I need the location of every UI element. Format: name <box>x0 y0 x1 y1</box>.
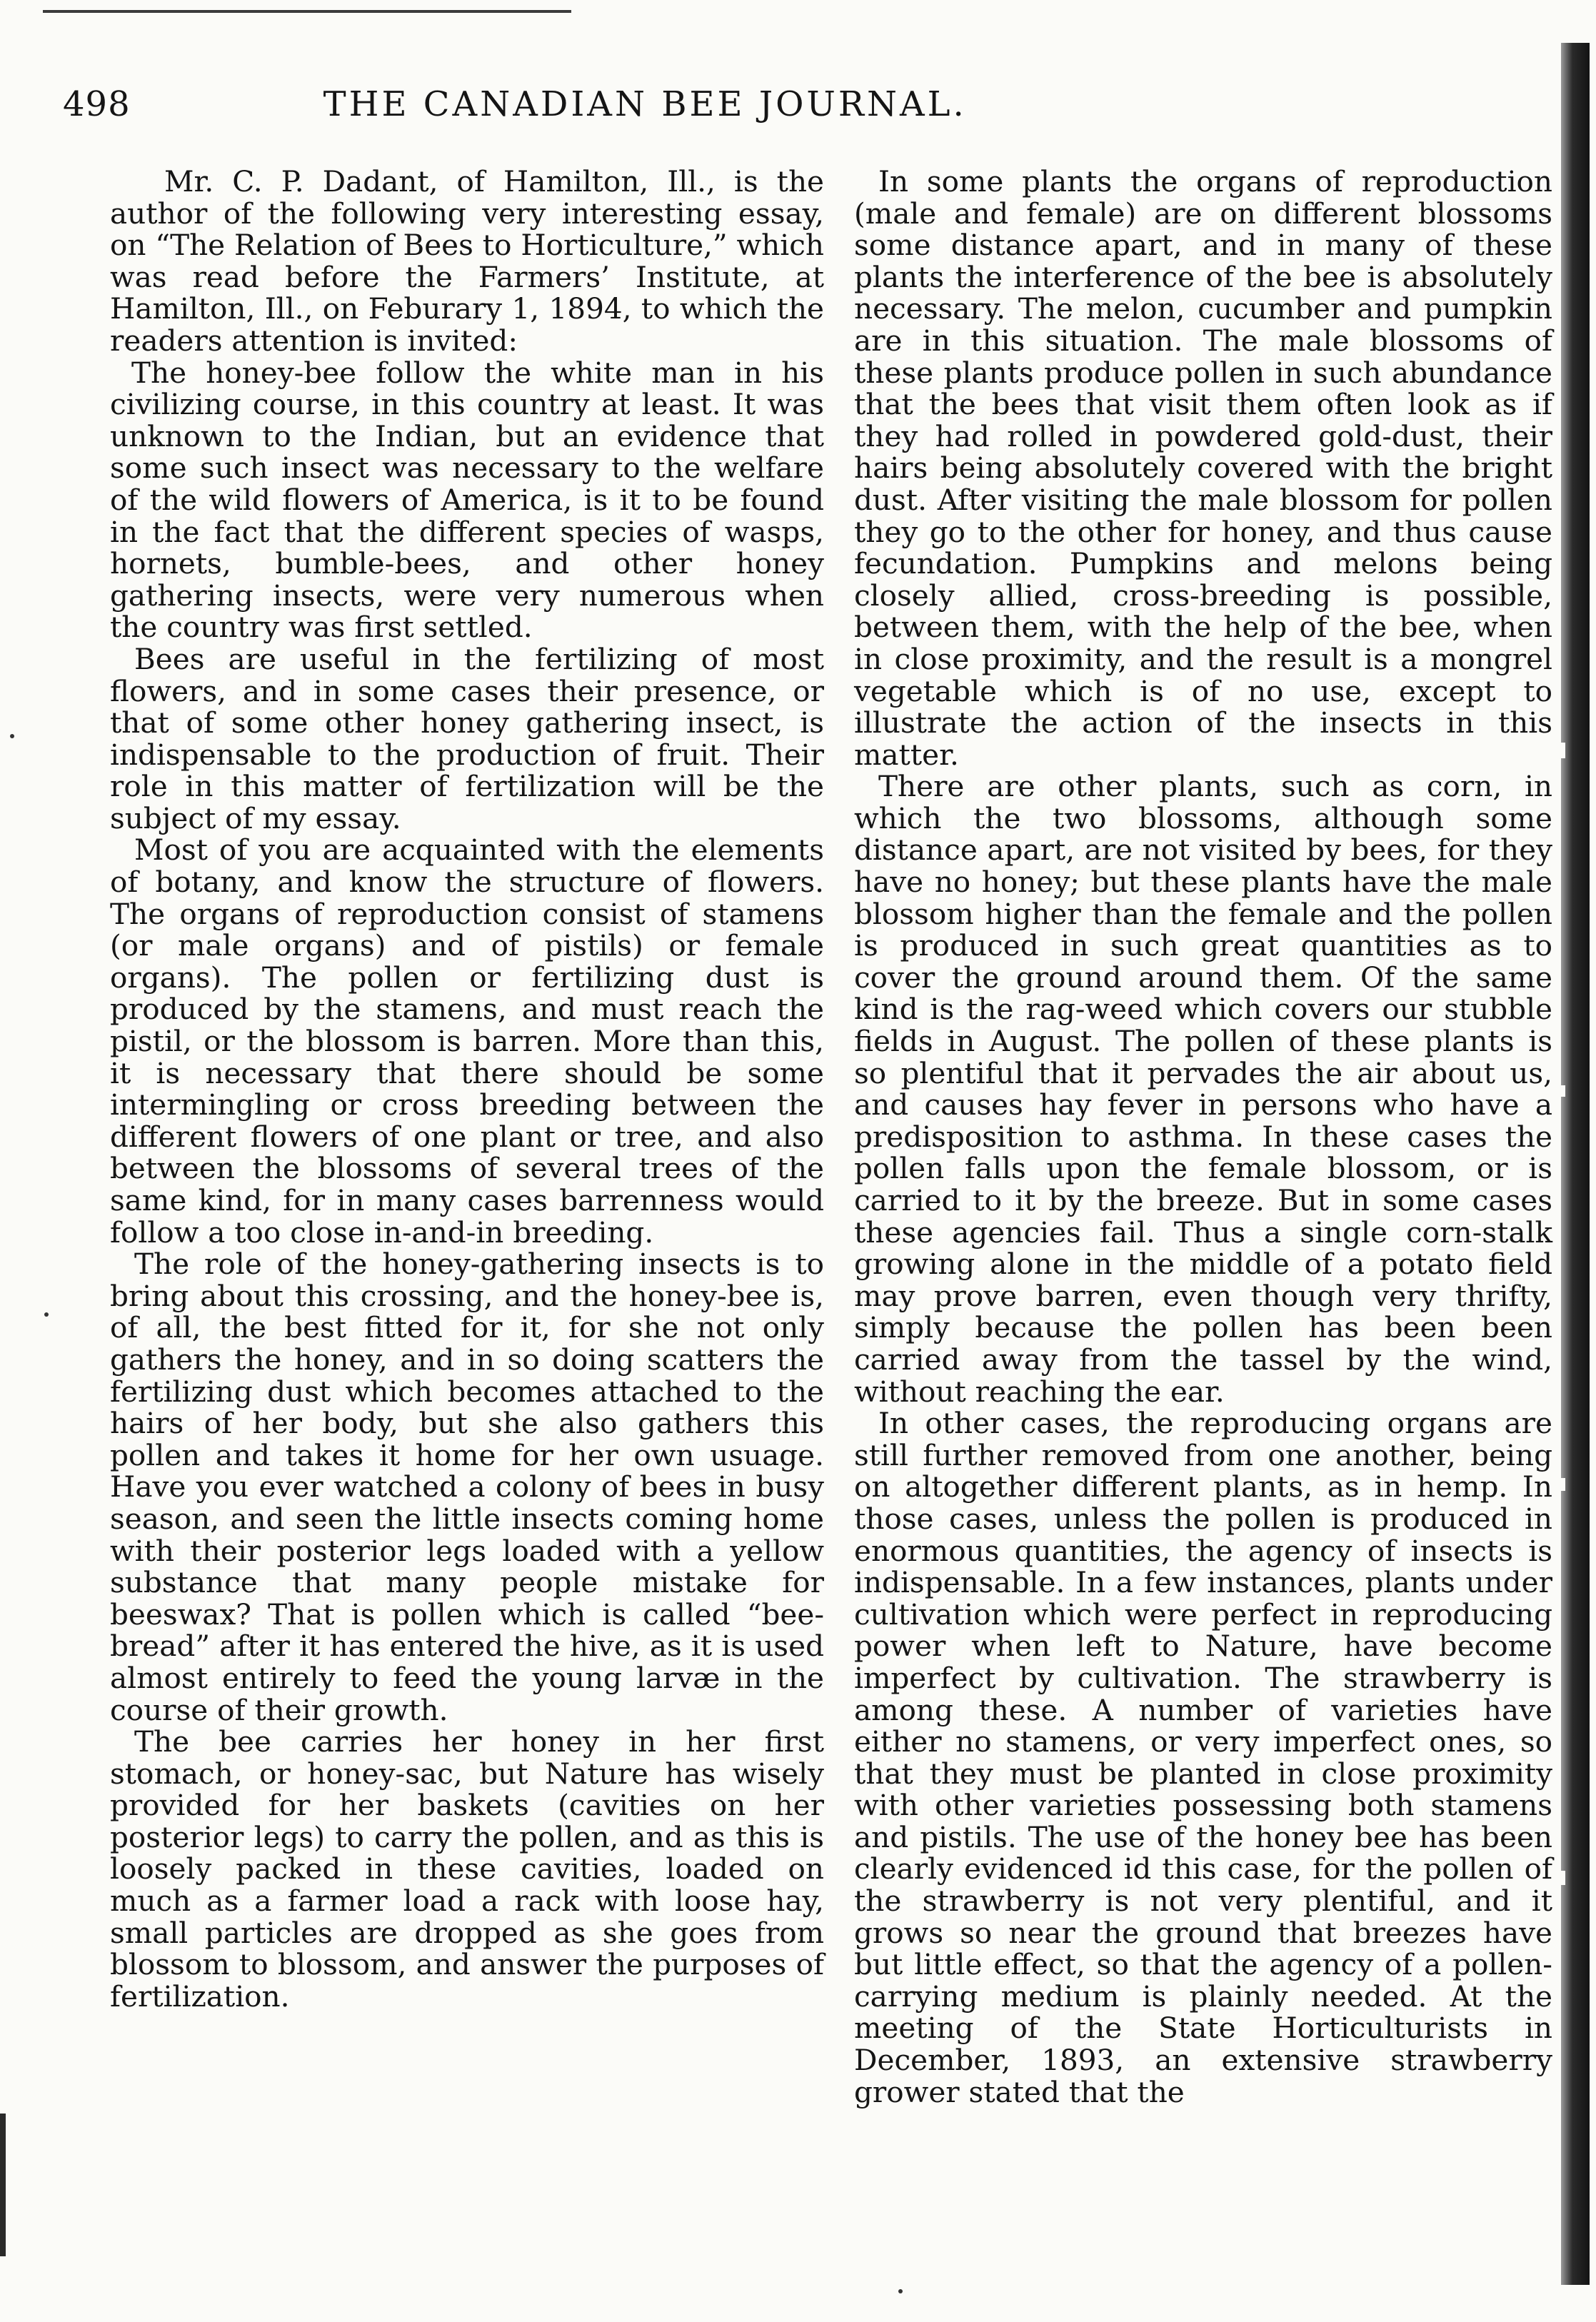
stray-mark <box>44 1312 49 1317</box>
edge-gap <box>1555 1871 1565 1885</box>
paragraph-strawberry: In other cases, the reproducing organs are still further removed from one another, being on altogether different plants, as in hemp. In those cases, unless the pollen is produced in enormous quantities, the agency of insects is indispensable. In a few instances, plants under cultivation which were perfect in reproducing power when left to Nature, have become imperfect by cultivation. The strawberry is among these. A number of varieties have either no stamens, or very imperfect ones, so that they must be planted in close proximity with other varieties possessing both stamens and pistils. The use of the honey bee has been clearly evidenced id this case, for the pollen of the strawberry is not very plentiful, and it grows so near the ground that breezes have but little effect, so that the agency of a pollen-carrying medium is plainly needed. At the meeting of the State Horticulturists in December, 1893, an extensive strawberry grower stated that the <box>854 1406 1552 2109</box>
paragraph-honey-sac: The bee carries her honey in her first stomach, or honey-sac, but Nature has wisely provided for her baskets (cavities on her posterior legs) to carry the pollen, and as this is loosely packed in these cavities, loaded on much as a farmer load a rack with loose hay, small particles are dropped as she goes from blossom to blossom, and answer the purposes of fertilization. <box>110 1724 824 2014</box>
edge-gap <box>1555 1085 1565 1097</box>
binding-mark <box>0 2114 6 2256</box>
page-edge-shadow <box>1561 43 1590 2285</box>
edge-gap <box>1555 1478 1565 1491</box>
paragraph-crossing: The role of the honey-gathering insects is to bring about this crossing, and the honey-bee is, of all, the best fitted for it, for she not only gathers the honey, and in so doing scatters the fertilizing dust which becomes attached to the hairs of her body, but she also gathers this pollen and takes it home for her own usuage. Have you ever watched a colony of bees in busy season, and seen the little insects coming home with their posterior legs loaded with a yellow substance that many people mistake for beeswax? That is pollen which is called “bee-bread” after it has entered the hive, as it is used almost entirely to feed the young larvæ in the course of their growth. <box>110 1247 824 1727</box>
top-rule <box>43 10 571 13</box>
paragraph-bees-fertilizing: Bees are useful in the fertilizing of most flowers, and in some cases their presence, or that of some other honey gathering insect, is indispensable to the production of fruit. Their role in this matter of fertilization will be the subject of my essay. <box>110 641 824 835</box>
paragraph-corn-ragweed: There are other plants, such as corn, in which the two blossoms, although some distance apart, are not visited by bees, for they have no honey; but these plants have the male blossom higher than the female and the pollen is produced in such great quantities as to cover the ground around them. Of the same kind is the rag-weed which covers our stubble fields in August. The pollen of these plants is so plentiful that it pervades the air about us, and causes hay fever in persons who have a predisposition to asthma. In these cases the pollen falls upon the female blossom, or is carried to it by the breeze. But in some cases these agencies fail. Thus a single corn-stalk growing alone in the middle of a potato field may prove barren, even though very thrifty, simply because the pollen has been been carried away from the tassel by the wind, without reaching the ear. <box>854 769 1552 1409</box>
left-column <box>110 166 824 2012</box>
intro-paragraph: Mr. C. P. Dadant, of Hamilton, Ill., is the author of the following very interesting essay, on “The Relation of Bees to Horticulture,” which was read before the Farmers’ Institute, at Hamilton, Ill., on Feburary 1, 1894, to which the readers attention is invited: <box>110 164 824 358</box>
page-header <box>63 84 1184 141</box>
paragraph-honey-bee-civilizing: The honey-bee follow the white man in his civilizing course, in this country at least. It was unknown to the Indian, but an evidence that some such insect was necessary to the welfare of the wild flowers of America, is it to be found in the fact that the different species of wasps, hornets, bumble-bees, and other honey gathering insects, were very numerous when the country was first settled. <box>110 355 824 645</box>
paragraph-separate-blossoms: In some plants the organs of reproduction (male and female) are on different blossoms some distance apart, and in many of these plants the interference of the bee is absolutely necessary. The melon, cucumber and pumpkin are in this situation. The male blossoms of these plants produce pollen in such abundance that the bees that visit them often look as if they had rolled in powdered gold-dust, their hairs being absolutely covered with the bright dust. After visiting the male blossom for pollen they go to the other for honey, and thus cause fecundation. Pumpkins and melons being closely allied, cross-breeding is possible, between them, with the help of the bee, when in close proximity, and the result is a mongrel vegetable which is of no use, except to illustrate the action of the insects in this matter. <box>854 164 1552 772</box>
page-number: 498 <box>63 84 131 124</box>
paragraph-botany: Most of you are acquainted with the elements of botany, and know the structure of flowers. The organs of reproduction consist of stamens (or male organs) and of pistils) or female organs). The pollen or fertilizing dust is produced by the stamens, and must reach the pistil, or the blossom is barren. More than this, it is necessary that there should be some intermingling or cross breeding between the different flowers of one plant or tree, and also between the blossoms of several trees of the same kind, for in many cases barrenness would follow a too close in-and-in breeding. <box>110 833 824 1250</box>
edge-gap <box>1555 743 1565 758</box>
stray-mark <box>898 2289 903 2293</box>
right-column <box>854 166 1552 2108</box>
running-head: THE CANADIAN BEE JOURNAL. <box>323 84 967 124</box>
stray-mark <box>10 734 14 738</box>
